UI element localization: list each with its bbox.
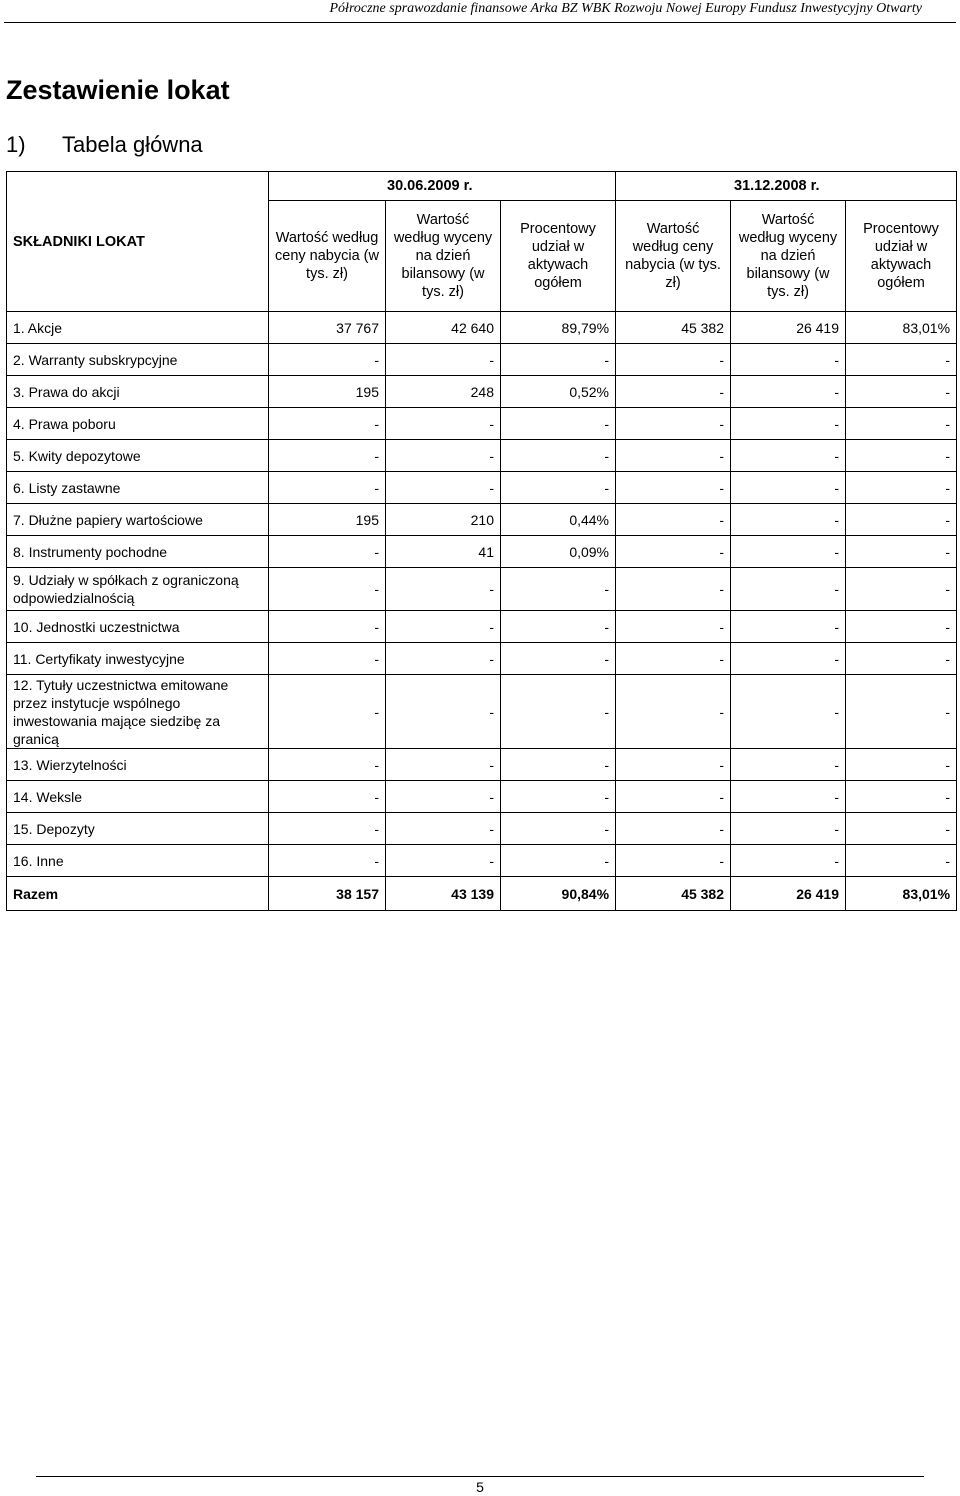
table-number: 1): [6, 132, 26, 157]
row-value: -: [731, 536, 846, 568]
column-header: Wartość według ceny nabycia (w tys. zł): [269, 201, 386, 312]
column-header: Wartość według ceny nabycia (w tys. zł): [616, 201, 731, 312]
row-value: -: [731, 568, 846, 611]
row-value: -: [269, 749, 386, 781]
row-value: -: [846, 408, 957, 440]
header-rule: [4, 22, 956, 23]
row-value: -: [846, 611, 957, 643]
row-value: -: [501, 408, 616, 440]
row-value: -: [731, 440, 846, 472]
row-value: 45 382: [616, 312, 731, 344]
table-row: [7, 643, 957, 675]
row-value: -: [731, 611, 846, 643]
table-row: [7, 781, 957, 813]
row-value: -: [731, 781, 846, 813]
row-value: -: [846, 472, 957, 504]
column-header: Wartość według wyceny na dzień bilansowy (w tys. zł): [731, 201, 846, 312]
page-number: 5: [476, 1479, 484, 1495]
row-value: 195: [269, 504, 386, 536]
table-row: [7, 845, 957, 877]
row-label: 4. Prawa poboru: [7, 408, 269, 440]
row-value: 0,52%: [501, 376, 616, 408]
row-value: -: [269, 440, 386, 472]
row-label: 3. Prawa do akcji: [7, 376, 269, 408]
table-row: [7, 749, 957, 781]
row-value: -: [731, 749, 846, 781]
row-value: -: [846, 813, 957, 845]
row-value: 83,01%: [846, 312, 957, 344]
row-label: 7. Dłużne papiery wartościowe: [7, 504, 269, 536]
row-value: -: [731, 344, 846, 376]
row-value: 210: [386, 504, 501, 536]
row-value: -: [616, 813, 731, 845]
row-value: -: [616, 504, 731, 536]
row-value: -: [616, 440, 731, 472]
row-value: -: [501, 781, 616, 813]
row-value: -: [501, 675, 616, 749]
row-value: 45 382: [616, 877, 731, 911]
row-value: 42 640: [386, 312, 501, 344]
row-label: 15. Depozyty: [7, 813, 269, 845]
row-value: 26 419: [731, 877, 846, 911]
row-value: -: [269, 813, 386, 845]
row-value: -: [269, 568, 386, 611]
row-label: Razem: [7, 877, 269, 911]
table-row: [7, 877, 957, 911]
row-value: -: [269, 781, 386, 813]
row-value: -: [616, 536, 731, 568]
row-value: -: [846, 568, 957, 611]
row-label: 14. Weksle: [7, 781, 269, 813]
footer-rule: [36, 1476, 924, 1477]
row-value: -: [846, 845, 957, 877]
table-row: [7, 675, 957, 749]
row-value: -: [616, 568, 731, 611]
row-value: -: [846, 376, 957, 408]
row-value: -: [386, 675, 501, 749]
row-value: -: [501, 749, 616, 781]
row-value: 38 157: [269, 877, 386, 911]
row-value: 26 419: [731, 312, 846, 344]
row-value: 90,84%: [501, 877, 616, 911]
row-value: -: [269, 472, 386, 504]
row-value: -: [616, 472, 731, 504]
column-header: Procentowy udział w aktywach ogółem: [501, 201, 616, 312]
table-row: [7, 536, 957, 568]
table-row: [7, 568, 957, 611]
row-label: 6. Listy zastawne: [7, 472, 269, 504]
corner-header: SKŁADNIKI LOKAT: [7, 172, 269, 312]
row-value: 43 139: [386, 877, 501, 911]
row-label: 12. Tytuły uczestnictwa emitowane przez instytucje wspólnego inwestowania mające siedzibę za granicą: [7, 675, 269, 749]
row-value: -: [731, 472, 846, 504]
row-value: -: [501, 568, 616, 611]
table-row: [7, 611, 957, 643]
row-value: -: [616, 845, 731, 877]
row-value: -: [616, 643, 731, 675]
row-value: -: [386, 813, 501, 845]
row-value: -: [731, 643, 846, 675]
row-value: -: [731, 813, 846, 845]
row-value: -: [386, 643, 501, 675]
row-label: 2. Warranty subskrypcyjne: [7, 344, 269, 376]
row-value: -: [269, 611, 386, 643]
row-value: -: [269, 643, 386, 675]
row-value: -: [501, 440, 616, 472]
row-value: -: [616, 344, 731, 376]
row-value: -: [731, 504, 846, 536]
table-row: [7, 440, 957, 472]
row-value: -: [269, 536, 386, 568]
row-value: -: [501, 643, 616, 675]
row-value: -: [846, 344, 957, 376]
row-value: 37 767: [269, 312, 386, 344]
row-value: -: [846, 440, 957, 472]
row-label: 11. Certyfikaty inwestycyjne: [7, 643, 269, 675]
investments-table: [6, 171, 957, 911]
table-row: [7, 408, 957, 440]
row-value: -: [269, 344, 386, 376]
row-value: -: [616, 611, 731, 643]
row-value: -: [501, 472, 616, 504]
row-value: -: [616, 675, 731, 749]
period-1-header: 30.06.2009 r.: [269, 172, 616, 201]
row-label: 10. Jednostki uczestnictwa: [7, 611, 269, 643]
row-value: -: [386, 440, 501, 472]
table-row: [7, 813, 957, 845]
row-value: -: [386, 749, 501, 781]
period-2-header: 31.12.2008 r.: [616, 172, 957, 201]
row-value: -: [501, 845, 616, 877]
row-value: -: [846, 749, 957, 781]
row-value: -: [386, 472, 501, 504]
row-value: -: [616, 781, 731, 813]
row-value: -: [731, 845, 846, 877]
page-title: Zestawienie lokat: [6, 75, 230, 105]
row-value: -: [386, 611, 501, 643]
row-value: 195: [269, 376, 386, 408]
row-value: -: [269, 675, 386, 749]
row-value: -: [731, 408, 846, 440]
row-value: 41: [386, 536, 501, 568]
table-title-text: Tabela główna: [62, 132, 203, 157]
row-label: 9. Udziały w spółkach z ograniczoną odpowiedzialnością: [7, 568, 269, 611]
row-value: -: [731, 376, 846, 408]
row-value: -: [501, 813, 616, 845]
row-value: 0,09%: [501, 536, 616, 568]
row-value: -: [731, 675, 846, 749]
table-title: [6, 130, 203, 160]
row-value: -: [386, 781, 501, 813]
row-value: -: [386, 408, 501, 440]
row-value: -: [501, 344, 616, 376]
row-value: 89,79%: [501, 312, 616, 344]
row-value: -: [386, 845, 501, 877]
row-value: 0,44%: [501, 504, 616, 536]
row-value: -: [386, 344, 501, 376]
column-header: Procentowy udział w aktywach ogółem: [846, 201, 957, 312]
row-value: -: [846, 675, 957, 749]
table-row: [7, 344, 957, 376]
running-header: Półroczne sprawozdanie finansowe Arka BZ WBK Rozwoju Nowej Europy Fundusz Inwestycyjny Otwarty: [329, 1, 922, 16]
row-value: -: [846, 781, 957, 813]
row-label: 5. Kwity depozytowe: [7, 440, 269, 472]
table-body: [7, 312, 957, 911]
row-value: -: [846, 643, 957, 675]
row-value: -: [386, 568, 501, 611]
row-value: -: [616, 408, 731, 440]
table-row: [7, 312, 957, 344]
row-value: -: [616, 376, 731, 408]
row-label: 13. Wierzytelności: [7, 749, 269, 781]
table-row: [7, 376, 957, 408]
row-value: -: [616, 749, 731, 781]
row-label: 16. Inne: [7, 845, 269, 877]
table-row: [7, 504, 957, 536]
row-value: -: [269, 845, 386, 877]
row-value: 83,01%: [846, 877, 957, 911]
row-value: -: [846, 504, 957, 536]
row-value: -: [501, 611, 616, 643]
column-header: Wartość według wyceny na dzień bilansowy (w tys. zł): [386, 201, 501, 312]
row-value: 248: [386, 376, 501, 408]
row-label: 8. Instrumenty pochodne: [7, 536, 269, 568]
row-value: -: [846, 536, 957, 568]
row-value: -: [269, 408, 386, 440]
row-label: 1. Akcje: [7, 312, 269, 344]
table-row: [7, 472, 957, 504]
